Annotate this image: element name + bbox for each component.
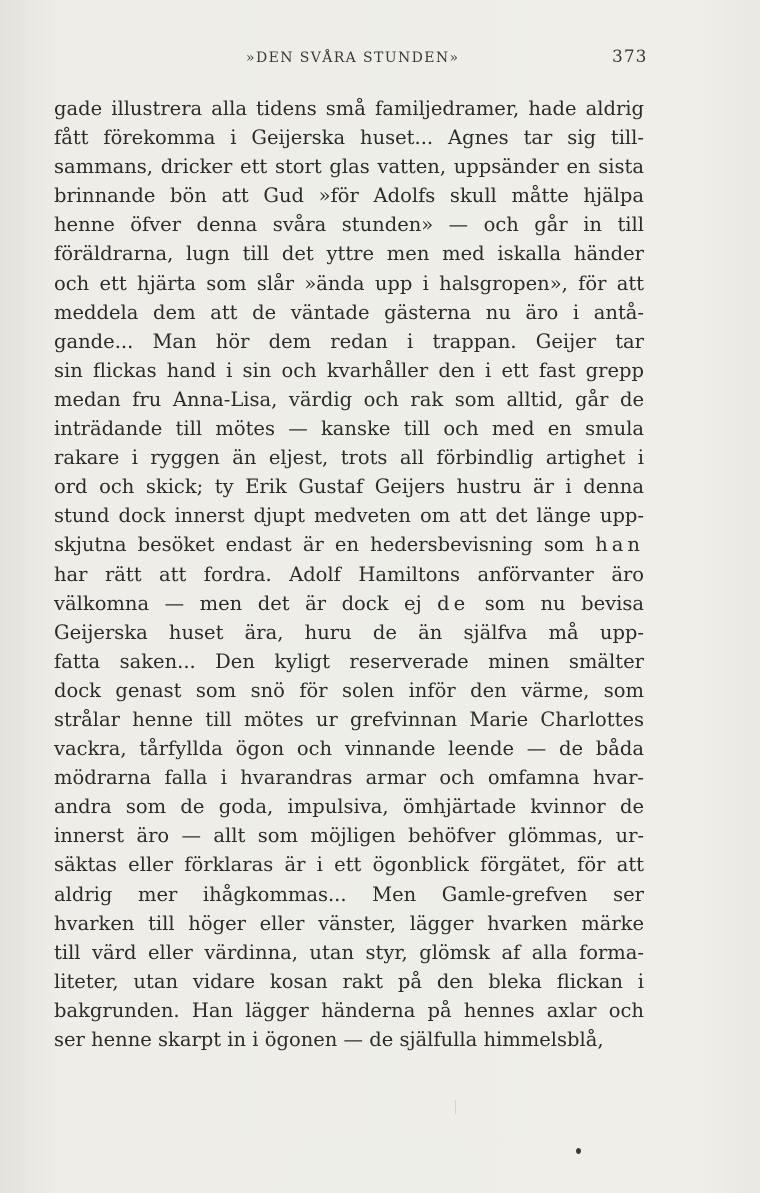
text-line: rakare i ryggen än eljest, trots all förbindlig artighet i (54, 446, 644, 470)
spaced-word: han (595, 533, 644, 557)
text-line: ser henne skarpt in i ögonen — de själfulla himmelsblå, (54, 1028, 604, 1051)
text-line: fatta saken... Den kyligt reserverade minen smälter (54, 649, 644, 673)
paper-mark (455, 1100, 456, 1114)
text-line: föräldrarna, lugn till det yttre men med iskalla händer (54, 242, 644, 266)
text-line: strålar henne till mötes ur grefvinnan Marie Charlottes (54, 707, 644, 731)
text-line: stund dock innerst djupt medveten om att det länge upp- (54, 504, 644, 528)
text-line: gade illustrera alla tidens små familjedramer, hade aldrig (54, 97, 644, 120)
text-line: brinnande bön att Gud »för Adolfs skull måtte hjälpa (54, 184, 644, 208)
text-line: andra som de goda, impulsiva, ömhjärtade kvinnor de (54, 795, 644, 819)
text-segment: som nu bevisa (484, 591, 644, 615)
text-line: sin flickas hand i sin och kvarhåller den i ett fast grepp (54, 358, 644, 382)
running-title: »DEN SVÅRA STUNDEN» (246, 50, 460, 66)
body-text (54, 94, 644, 1054)
text-line: mödrarna falla i hvarandras armar och omfamna hvar- (54, 766, 644, 790)
text-segment: skjutna besöket endast är en hedersbevisning som (54, 533, 585, 557)
text-line: bakgrunden. Han lägger händerna på hennes axlar och (54, 998, 644, 1022)
text-line: aldrig mer ihågkommas... Men Gamle-grefven ser (54, 882, 644, 906)
text-line: meddela dem att de väntade gästerna nu äro i antå- (54, 300, 644, 324)
text-line: Geijerska huset ära, huru de än själfva må upp- (54, 620, 644, 644)
text-line: medan fru Anna-Lisa, värdig och rak som alltid, går de (54, 387, 644, 411)
text-line: innerst äro — allt som möjligen behöfver glömmas, ur- (54, 824, 644, 848)
text-line: till värd eller värdinna, utan styr, glömsk af alla forma- (54, 940, 644, 964)
text-line: sammans, dricker ett stort glas vatten, uppsänder en sista (54, 155, 644, 179)
text-line: hvarken till höger eller vänster, lägger hvarken märke (54, 911, 644, 935)
text-line: säktas eller förklaras är i ett ögonblick förgätet, för att (54, 853, 644, 877)
text-line: inträdande till mötes — kanske till och med en smula (54, 417, 644, 441)
text-line: liteter, utan vidare kosan rakt på den bleka flickan i (54, 969, 644, 993)
text-line: dock genast som snö för solen inför den värme, som (54, 678, 644, 702)
text-line: och ett hjärta som slår »ända upp i halsgropen», för att (54, 271, 644, 295)
text-segment: välkomna — men det är dock ej (54, 591, 422, 615)
text-line: vackra, tårfyllda ögon och vinnande leende — de båda (54, 737, 644, 761)
text-line: gande... Man hör dem redan i trappan. Geijer tar (54, 329, 644, 353)
page-number: 373 (612, 47, 648, 67)
spaced-word: de (437, 591, 470, 615)
text-line (54, 530, 644, 559)
text-line (54, 589, 644, 618)
text-line: henne öfver denna svåra stunden» — och går in till (54, 213, 644, 237)
ink-speck (576, 1148, 581, 1154)
text-line: ord och skick; ty Erik Gustaf Geijers hustru är i denna (54, 475, 644, 499)
text-line: har rätt att fordra. Adolf Hamiltons anförvanter äro (54, 562, 644, 586)
text-line: fått förekomma i Geijerska huset... Agnes tar sig till- (54, 126, 644, 150)
